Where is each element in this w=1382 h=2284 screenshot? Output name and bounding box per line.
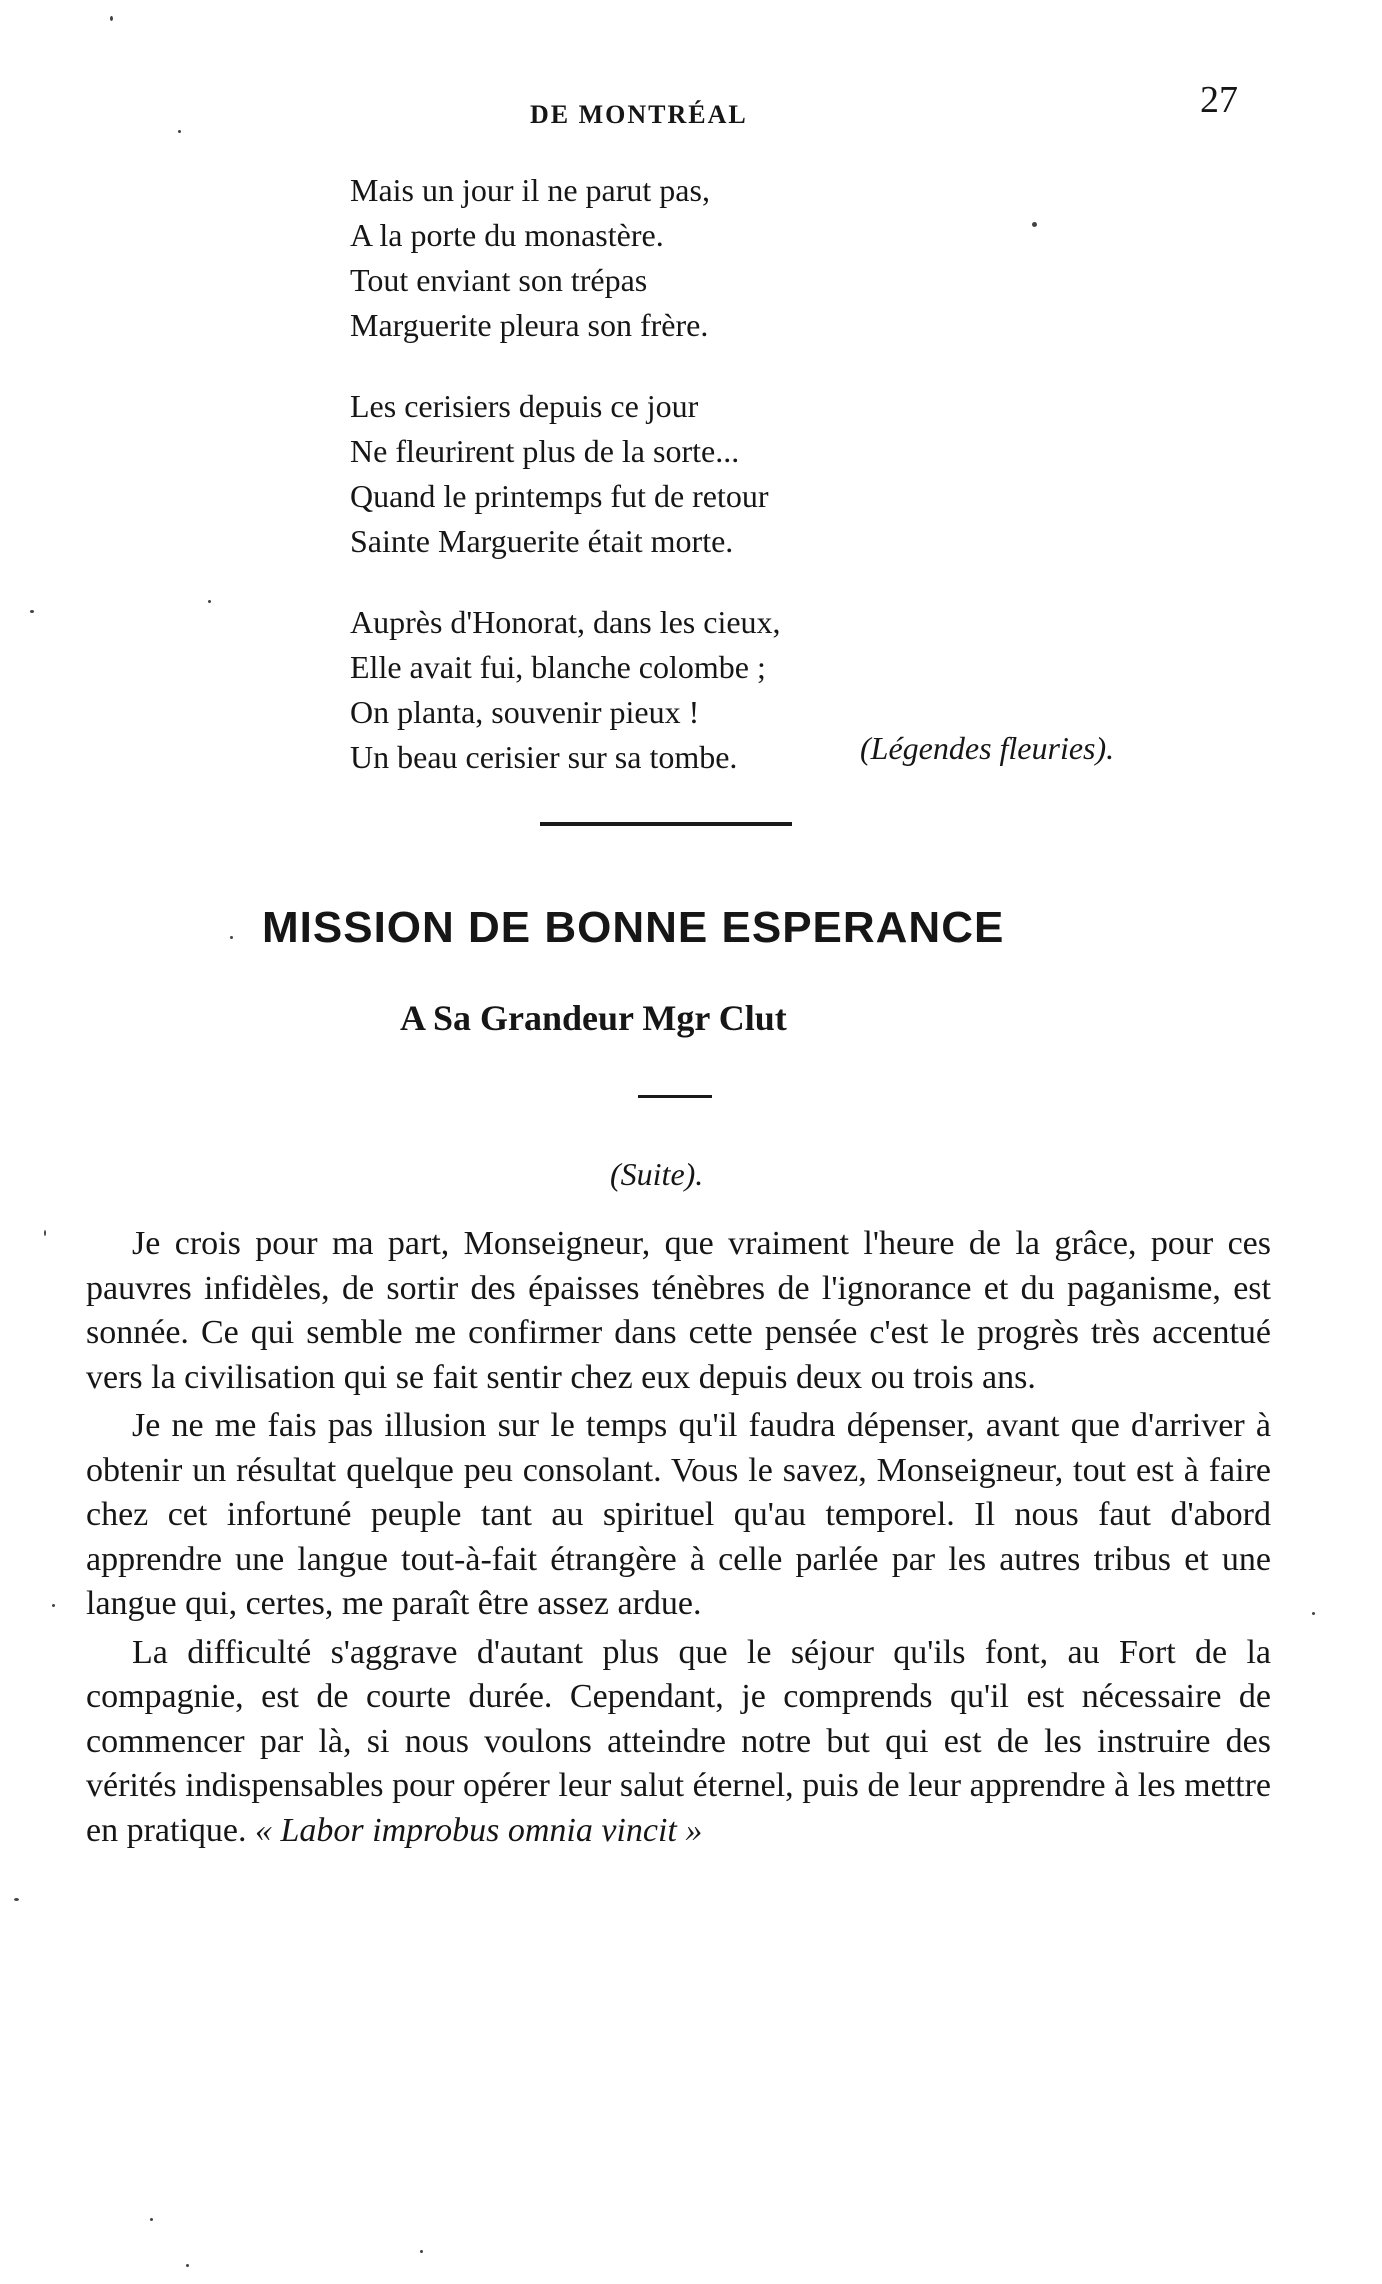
section-title: MISSION DE BONNE ESPERANCE xyxy=(262,903,1005,952)
scan-speck xyxy=(30,610,34,613)
paragraph-text: La difficulté s'aggrave d'autant plus que le séjour qu'ils font, au Fort de la compagnie, est de courte durée. Cependant, je comprends qu'il est nécessaire de commencer par là, si nous voulons atteindre notre but qui est de les instruire des vérités indispensables pour opérer leur salut éternel, puis de leur apprendre à les mettre en pratique. xyxy=(86,1633,1271,1849)
short-divider xyxy=(638,1095,712,1098)
poem-line: Les cerisiers depuis ce jour xyxy=(350,388,699,424)
poem-line: On planta, souvenir pieux ! xyxy=(350,694,700,730)
poem-line: Ne fleurirent plus de la sorte... xyxy=(350,433,740,469)
poem-stanza-3 xyxy=(350,600,781,780)
poem-stanza-2 xyxy=(350,384,781,564)
poem-line: Quand le printemps fut de retour xyxy=(350,478,769,514)
scan-speck xyxy=(230,936,233,939)
scan-speck xyxy=(150,2218,153,2221)
paragraph: Je ne me fais pas illusion sur le temps qu'il faudra dépenser, avant que d'arriver à obtenir un résultat quelque peu consolant. Vous le savez, Monseigneur, tout est à faire chez cet infortuné peuple tant au spirituel qu'au temporel. Il nous faut d'abord apprendre une langue tout-à-fait étrangère à celle parlée par les autres tribus et une langue qui, certes, me paraît être assez ardue. xyxy=(86,1407,1271,1622)
section-dedication: A Sa Grandeur Mgr Clut xyxy=(400,998,787,1038)
scan-speck xyxy=(52,1604,55,1607)
poem-line: A la porte du monastère. xyxy=(350,217,664,253)
poem-line: Auprès d'Honorat, dans les cieux, xyxy=(350,604,781,640)
paragraph: Je crois pour ma part, Monseigneur, que vraiment l'heure de la grâce, pour ces pauvres infidèles, de sortir des épaisses ténèbres de l'ignorance et du paganisme, est sonnée. Ce qui semble me confirmer dans cette pensée c'est le progrès très accentué vers la civilisation qui se fait sentir chez eux depuis deux ou trois ans. xyxy=(86,1225,1271,1396)
scan-speck xyxy=(14,1898,19,1901)
poem-line: Un beau cerisier sur sa tombe. xyxy=(350,739,738,775)
poem-line: Mais un jour il ne parut pas, xyxy=(350,172,710,208)
latin-quote: « Labor improbus omnia vincit » xyxy=(255,1811,703,1849)
scan-speck xyxy=(178,130,181,133)
scan-speck xyxy=(420,2250,423,2253)
poem xyxy=(350,168,781,816)
body-text xyxy=(86,1222,1271,1857)
poem-attribution: (Légendes fleuries). xyxy=(860,730,1115,766)
poem-line: Marguerite pleura son frère. xyxy=(350,307,709,343)
scan-speck xyxy=(208,600,211,603)
poem-stanza-1 xyxy=(350,168,781,348)
scan-speck xyxy=(1312,1612,1315,1615)
poem-line: Sainte Marguerite était morte. xyxy=(350,523,734,559)
poem-line: Tout enviant son trépas xyxy=(350,262,648,298)
section-divider xyxy=(540,822,792,826)
running-head: DE MONTRÉAL xyxy=(530,100,748,129)
continued-label: (Suite). xyxy=(610,1156,704,1192)
scan-speck xyxy=(110,16,113,21)
scan-speck xyxy=(44,1230,46,1236)
page-number: 27 xyxy=(1200,79,1238,121)
poem-line: Elle avait fui, blanche colombe ; xyxy=(350,649,766,685)
scan-speck xyxy=(1032,222,1037,227)
scan-speck xyxy=(186,2264,189,2267)
paragraph xyxy=(86,1631,1271,1854)
